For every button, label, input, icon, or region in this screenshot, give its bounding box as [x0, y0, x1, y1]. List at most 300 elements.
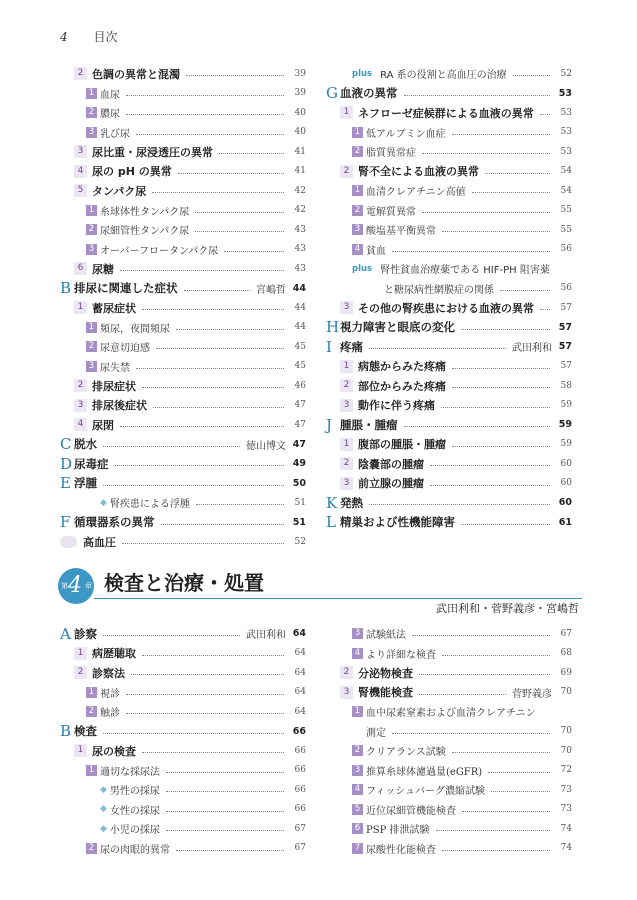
- subitem-number: 3: [352, 765, 363, 776]
- toc-entry: [352, 741, 572, 760]
- entry-title: 男性の採尿: [109, 786, 160, 797]
- toc-entry: [340, 474, 572, 493]
- entry-title: 触診: [100, 708, 120, 719]
- toc-entry: [74, 162, 306, 181]
- dot-leader: [142, 309, 284, 310]
- toc-entry: [86, 318, 306, 337]
- entry-title: 腎機能検査: [358, 686, 413, 699]
- page-ref: 64: [294, 706, 306, 717]
- subitem-number: 2: [352, 146, 363, 157]
- entry-title: 酸塩基平衡異常: [366, 226, 436, 237]
- subitem-number: 3: [86, 127, 97, 138]
- toc-entry: [326, 415, 572, 434]
- entry-title: 腎不全による血液の異常: [358, 165, 479, 178]
- entry-title: 腎性貧血治療薬である HIF-PH 阻害薬: [380, 265, 550, 276]
- toc-entry: [74, 259, 306, 278]
- dot-leader: [126, 713, 284, 714]
- entry-title: 適切な採尿法: [100, 766, 160, 778]
- dot-leader: [485, 173, 550, 174]
- entry-title: 排尿症状: [92, 379, 136, 393]
- dot-leader: [442, 231, 550, 232]
- toc-entry: [352, 201, 572, 220]
- subitem-number: 4: [352, 784, 363, 795]
- header-section: 目次: [93, 30, 118, 44]
- entry-title: 尿失禁: [100, 362, 130, 374]
- subitem-number: 2: [86, 224, 97, 235]
- section-letter: D: [60, 454, 73, 473]
- page-ref: 70: [560, 687, 572, 697]
- dot-leader: [452, 134, 550, 135]
- entry-title: フィッシュバーグ濃縮試験: [366, 786, 485, 797]
- entry-title: 色調の異常と混濁: [92, 67, 180, 81]
- toc-entry: [352, 644, 572, 663]
- dot-leader: [176, 329, 284, 330]
- entry-title: 尿閉: [92, 418, 114, 432]
- toc-entry: [86, 201, 306, 220]
- entry-title: 血中尿素窒素および血清クレアチニン: [366, 708, 536, 719]
- page-ref: 53: [560, 107, 572, 118]
- dot-leader: [195, 212, 284, 213]
- toc-entry: [326, 337, 572, 356]
- section-letter: B: [60, 722, 72, 740]
- page-ref: 73: [560, 784, 572, 795]
- dot-leader: [452, 368, 550, 369]
- page-ref: 60: [560, 478, 572, 488]
- page-ref: 64: [294, 648, 306, 658]
- page-ref: 60: [560, 458, 572, 469]
- entry-title: 推算糸球体濾過量(eGFR): [366, 766, 483, 778]
- dot-leader: [178, 173, 284, 174]
- page-ref: 56: [560, 283, 572, 293]
- dot-leader: [131, 674, 284, 675]
- page-ref: 52: [294, 536, 306, 547]
- toc-entry: [100, 780, 306, 799]
- toc-entry: [384, 279, 572, 298]
- toc-entry: [340, 683, 572, 702]
- dot-leader: [404, 95, 551, 96]
- page-ref: 45: [294, 341, 306, 352]
- item-number: 5: [74, 184, 87, 197]
- dot-leader: [224, 251, 284, 252]
- entry-title: 尿比重・尿浸透圧の異常: [92, 145, 213, 159]
- entry-title: 蓄尿症状: [92, 301, 136, 315]
- dot-leader: [436, 830, 551, 831]
- dot-leader: [412, 635, 550, 636]
- entry-title: 尿の検査: [92, 744, 136, 758]
- subitem-number: 4: [352, 648, 363, 659]
- toc-entry: [86, 103, 306, 122]
- page-ref: 59: [558, 419, 572, 430]
- toc-entry: [366, 722, 572, 741]
- toc-entry: [60, 454, 306, 473]
- page-ref: 53: [558, 87, 572, 99]
- section-letter: L: [326, 513, 336, 531]
- entry-title: 検査: [74, 724, 97, 738]
- page-ref: 39: [294, 68, 306, 79]
- subitem-number: 4: [352, 244, 363, 255]
- dot-leader: [452, 752, 550, 753]
- entry-title: オーバーフロータンパク尿: [100, 245, 219, 257]
- chapter-label-post: 章: [85, 582, 92, 590]
- page-ref: 60: [558, 497, 572, 508]
- entry-title: 腫脹・腫瘤: [340, 417, 398, 432]
- entry-title: 分泌物検査: [358, 666, 413, 680]
- entry-title: その他の腎疾患における血液の異常: [358, 301, 534, 315]
- toc-entry: [326, 84, 572, 103]
- entry-title: 測定: [366, 727, 386, 739]
- entry-title: 糸球体性タンパク尿: [100, 206, 190, 218]
- entry-title: と糖尿病性網膜症の関係: [384, 284, 494, 296]
- entry-title: 電解質異常: [366, 206, 416, 218]
- page-ref: 66: [294, 765, 306, 775]
- dot-leader: [392, 733, 550, 734]
- dot-leader: [491, 791, 550, 792]
- entry-title: 尿細管性タンパク尿: [100, 226, 190, 237]
- entry-title: 診察: [74, 626, 97, 641]
- toc-entry: [340, 357, 572, 376]
- page-ref: 40: [294, 107, 306, 118]
- subitem-number: 3: [86, 244, 97, 255]
- entry-title: 疼痛: [340, 339, 363, 354]
- dot-leader: [422, 153, 550, 154]
- subitem-number: 2: [86, 843, 97, 854]
- dot-leader: [422, 212, 550, 213]
- dot-leader: [461, 329, 550, 330]
- toc-entry: [352, 240, 572, 259]
- subitem-number: 1: [86, 765, 97, 776]
- dot-leader: [442, 655, 550, 656]
- dot-leader: [152, 192, 284, 193]
- toc-entry: [74, 64, 306, 83]
- subitem-number: 2: [86, 706, 97, 717]
- item-number: 2: [74, 666, 87, 679]
- dot-leader: [120, 270, 284, 271]
- toc-entry: [340, 162, 572, 181]
- toc-entry: [74, 415, 306, 434]
- dot-leader: [196, 504, 284, 505]
- page-ref: 74: [560, 823, 572, 834]
- toc-entry: [86, 683, 306, 702]
- toc-entry: [326, 493, 572, 512]
- chapter-badge: [58, 568, 94, 604]
- subitem-number: 1: [352, 185, 363, 196]
- plus-tag: plus: [352, 263, 373, 274]
- entry-title: タンパク尿: [92, 184, 147, 198]
- toc-entry: [352, 220, 572, 239]
- entry-title: 女性の採尿: [109, 805, 160, 817]
- toc-entry: [352, 800, 572, 819]
- page-ref: 66: [294, 784, 306, 795]
- page-ref: 66: [294, 745, 306, 756]
- entry-title: 発熱: [340, 495, 363, 510]
- entry-title: 尿の pH の異常: [92, 165, 172, 178]
- toc-entry: [86, 702, 306, 721]
- toc-entry: [352, 64, 572, 83]
- section-letter: I: [326, 337, 332, 356]
- dot-leader: [500, 290, 550, 291]
- page-ref: 59: [560, 439, 572, 449]
- page-ref: 54: [560, 166, 572, 176]
- page-ref: 57: [560, 361, 572, 371]
- page-ref: 44: [294, 322, 306, 332]
- page-ref: 69: [560, 667, 572, 678]
- chapter-authors: 武田利和・菅野義彦・宮嶋哲: [436, 602, 579, 615]
- page-ref: 52: [560, 68, 572, 79]
- subitem-number: 1: [86, 88, 97, 99]
- dot-leader: [462, 811, 550, 812]
- page-ref: 57: [558, 321, 572, 333]
- item-number: 2: [340, 457, 353, 470]
- toc-entry: [60, 624, 306, 643]
- page-ref: 47: [294, 419, 306, 430]
- entry-title: 高血圧: [83, 535, 116, 549]
- dot-leader: [142, 387, 284, 388]
- page-ref: 55: [560, 205, 572, 215]
- toc-entry: [340, 663, 572, 682]
- dot-leader: [136, 368, 284, 369]
- subitem-number: 6: [352, 823, 363, 834]
- dot-leader: [369, 348, 506, 349]
- page-ref: 44: [294, 302, 306, 313]
- item-number: 1: [340, 106, 353, 119]
- toc-entry: [60, 474, 306, 493]
- page-ref: 39: [294, 88, 306, 98]
- page-ref: 51: [294, 497, 306, 508]
- page-ref: 40: [294, 127, 306, 137]
- dot-leader: [430, 465, 550, 466]
- item-number: 3: [74, 399, 87, 412]
- dot-leader: [103, 446, 240, 447]
- entry-author: 菅野義彦: [512, 688, 552, 700]
- page-ref: 51: [292, 516, 306, 528]
- page-ref: 59: [560, 400, 572, 410]
- page-ref: 67: [560, 628, 572, 639]
- item-number: 1: [74, 744, 87, 757]
- dot-leader: [115, 465, 285, 466]
- item-number: 3: [340, 477, 353, 490]
- section-letter: H: [326, 318, 340, 336]
- subitem-number: 1: [352, 706, 363, 717]
- dot-leader: [126, 95, 284, 96]
- page-ref: 72: [560, 765, 572, 775]
- page-ref: 54: [560, 185, 572, 196]
- item-number: 1: [340, 360, 353, 373]
- diamond-bullet-icon: ◆: [100, 497, 107, 508]
- page-ref: 42: [294, 185, 306, 196]
- toc-entry: [100, 493, 306, 512]
- entry-title: ネフローゼ症候群による血液の異常: [358, 106, 534, 120]
- entry-title: 尿毒症: [74, 456, 109, 471]
- toc-entry: [352, 819, 572, 838]
- dot-leader: [156, 348, 284, 349]
- toc-entry: [74, 298, 306, 317]
- page-ref: 57: [558, 341, 572, 352]
- diamond-bullet-icon: ◆: [100, 823, 107, 834]
- toc-entry: [340, 454, 572, 473]
- toc-entry: [86, 839, 306, 858]
- item-number: 2: [340, 379, 353, 392]
- entry-author: 武田利和: [512, 343, 552, 354]
- chapter-label-pre: 第: [61, 582, 68, 590]
- entry-title: PSP 排泄試験: [366, 825, 430, 836]
- page-ref: 46: [294, 380, 306, 391]
- chapter-rule: [94, 598, 582, 599]
- page-ref: 61: [558, 516, 572, 528]
- dot-leader: [219, 153, 284, 154]
- entry-title: 腎疾患による浮腫: [109, 499, 190, 510]
- entry-title: 尿意切迫感: [100, 343, 150, 354]
- dot-leader: [184, 290, 251, 291]
- entry-title: 試験紙法: [366, 630, 406, 641]
- toc-entry: [60, 722, 306, 741]
- dot-leader: [404, 426, 551, 427]
- entry-author: 宮嶋哲: [256, 284, 286, 296]
- item-number: 1: [74, 647, 87, 660]
- dot-leader: [126, 114, 284, 115]
- page-ref: 64: [294, 687, 306, 697]
- page-ref: 56: [560, 244, 572, 254]
- page-ref: 43: [294, 263, 306, 274]
- toc-entry: [74, 396, 306, 415]
- entry-title: 血液の異常: [340, 86, 398, 100]
- dot-leader: [430, 485, 550, 486]
- toc-entry: [86, 123, 306, 142]
- toc-entry: [352, 702, 572, 721]
- subitem-number: 2: [86, 107, 97, 118]
- page-ref: 74: [560, 843, 572, 853]
- dot-leader: [472, 192, 550, 193]
- dot-leader: [120, 426, 284, 427]
- page-ref: 50: [292, 477, 306, 489]
- entry-title: 尿酸性化能検査: [366, 844, 436, 856]
- entry-title: 診察法: [92, 666, 125, 680]
- entry-title: 尿糖: [92, 262, 114, 276]
- dot-leader: [122, 543, 284, 544]
- page-ref: 42: [294, 205, 306, 215]
- dot-leader: [136, 134, 284, 135]
- page-ref: 49: [292, 458, 306, 469]
- page-ref: 64: [294, 667, 306, 678]
- page-ref: 53: [560, 146, 572, 157]
- entry-title: 小児の採尿: [109, 825, 160, 836]
- toc-entry: [352, 624, 572, 643]
- page-ref: 55: [560, 224, 572, 235]
- item-number: 6: [74, 262, 87, 275]
- toc-entry: [100, 819, 306, 838]
- item-number: 4: [74, 165, 87, 178]
- toc-entry: [86, 84, 306, 103]
- item-number: 2: [340, 666, 353, 679]
- page-number: 4: [60, 30, 68, 44]
- item-number: 3: [340, 686, 353, 699]
- page-ref: 70: [560, 726, 572, 736]
- page-ref: 47: [292, 438, 306, 450]
- dot-leader: [419, 674, 550, 675]
- entry-author: 徳山博文: [246, 440, 286, 452]
- dot-leader: [176, 850, 284, 851]
- toc-entry: [340, 396, 572, 415]
- page-ref: 41: [294, 166, 306, 176]
- subitem-number: 1: [352, 127, 363, 138]
- entry-title: 膿尿: [100, 109, 120, 120]
- subitem-number: 1: [86, 687, 97, 698]
- entry-title: 貧血: [366, 245, 386, 257]
- item-number: 2: [74, 379, 87, 392]
- toc-entry: [74, 741, 306, 760]
- dot-leader: [166, 830, 284, 831]
- entry-title: クリアランス試験: [366, 747, 446, 758]
- item-number: 1: [74, 301, 87, 314]
- subitem-number: 2: [352, 745, 363, 756]
- entry-title: 循環器系の異常: [74, 515, 155, 529]
- item-number: 1: [340, 438, 353, 451]
- entry-title: 病態からみた疼痛: [358, 360, 446, 373]
- page-ref: 64: [292, 628, 306, 639]
- section-letter: A: [60, 624, 71, 643]
- entry-title: 視力障害と眼底の変化: [340, 320, 455, 334]
- toc-entry: [86, 357, 306, 376]
- toc-entry: [352, 123, 572, 142]
- entry-title: 乳び尿: [100, 128, 130, 140]
- subitem-number: 1: [86, 322, 97, 333]
- page-ref: 67: [294, 843, 306, 853]
- subitem-number: 3: [86, 361, 97, 372]
- page-ref: 43: [294, 224, 306, 235]
- entry-title: 血清クレアチニン高値: [366, 187, 466, 198]
- dot-leader: [369, 504, 550, 505]
- dot-leader: [441, 407, 550, 408]
- dot-leader: [452, 446, 550, 447]
- page-header: [60, 28, 117, 45]
- page-ref: 41: [294, 146, 306, 157]
- entry-title: 脱水: [74, 437, 97, 451]
- page-ref: 70: [560, 745, 572, 756]
- page-ref: 43: [294, 244, 306, 254]
- dot-leader: [153, 407, 284, 408]
- entry-title: より詳細な検査: [366, 649, 436, 661]
- page-ref: 57: [560, 302, 572, 313]
- subitem-number: 3: [352, 628, 363, 639]
- section-letter: G: [326, 84, 338, 102]
- entry-author: 武田利和: [246, 630, 286, 641]
- page-ref: 66: [294, 804, 306, 814]
- subitem-number: 7: [352, 843, 363, 854]
- item-number: 4: [74, 418, 87, 431]
- chapter-title: 検査と治療・処置: [104, 571, 264, 595]
- entry-title: 血尿: [100, 89, 120, 101]
- toc-entry: [352, 780, 572, 799]
- dot-leader: [142, 655, 284, 656]
- entry-title: 低アルブミン血症: [366, 128, 446, 140]
- dot-leader: [488, 772, 550, 773]
- entry-title: 頻尿，夜間頻尿: [100, 323, 170, 335]
- entry-title: 尿の肉眼的異常: [100, 844, 170, 856]
- item-number: 2: [74, 67, 87, 80]
- toc-entry: [340, 435, 572, 454]
- subitem-number: 3: [352, 224, 363, 235]
- toc-entry: [60, 532, 306, 551]
- dot-leader: [540, 309, 550, 310]
- item-number: 2: [340, 165, 353, 178]
- page-ref: 68: [560, 648, 572, 658]
- toc-entry: [60, 279, 306, 298]
- entry-title: 脂質異常症: [366, 148, 416, 159]
- dot-leader: [103, 485, 284, 486]
- dot-leader: [103, 733, 284, 734]
- toc-entry: [352, 181, 572, 200]
- toc-entry: [74, 663, 306, 682]
- page-ref: 53: [560, 127, 572, 137]
